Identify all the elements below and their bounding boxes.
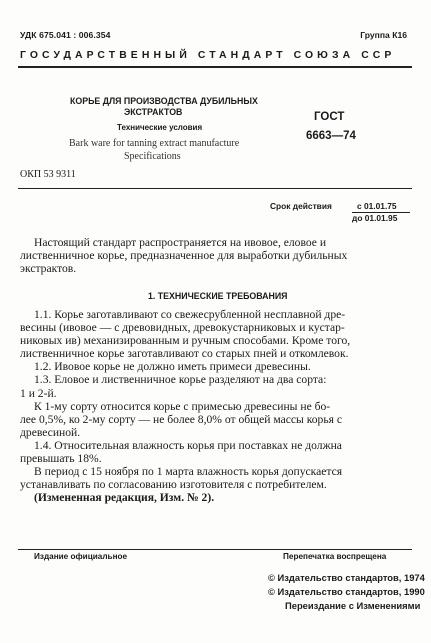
group-code: Группа К16 xyxy=(360,30,407,40)
title-en-line1: Bark ware for tanning extract manufacture xyxy=(69,138,240,149)
p14b-line-1: В период с 15 ноября по 1 марта влажность корья допускается xyxy=(34,465,343,479)
copyright-1974: © Издательство стандартов, 1974 xyxy=(268,572,425,583)
intro-line-3: экстрактов. xyxy=(20,262,77,276)
title-en-line2: Specifications xyxy=(124,151,181,162)
reprint-prohibited: Перепечатка воспрещена xyxy=(283,552,387,561)
section-body xyxy=(20,308,410,504)
amendment-note: (Измененная редакция, Изм. № 2). xyxy=(34,491,215,505)
title-ru-subtitle: Технические условия xyxy=(117,123,203,132)
p11-line-3: никовых ив) механизированным и ручным способами. Кроме того, xyxy=(20,334,351,348)
validity-from: с 01.01.75 xyxy=(357,201,397,211)
p11-line-2: весины (ивовое — с древовидных, древокустарниковых и кустар- xyxy=(20,321,345,335)
p14b-line-2: устанавливать по согласованию изготовителя с потребителем. xyxy=(20,478,327,492)
validity-label: Срок действия xyxy=(270,201,332,211)
p13-line-2: 1 и 2-й. xyxy=(20,386,57,400)
okp-code: ОКП 53 9311 xyxy=(20,169,76,180)
p12-line: 1.2. Ивовое корье не должно иметь примеси древесины. xyxy=(34,360,311,374)
validity-to: до 01.01.95 xyxy=(352,213,398,223)
section-title: 1. ТЕХНИЧЕСКИЕ ТРЕБОВАНИЯ xyxy=(148,291,288,301)
reissue-note: Переиздание с Изменениями xyxy=(285,600,421,611)
intro-line-2: лиственничное корье, предназначенное для выработки дубильных xyxy=(20,249,348,263)
gost-label: ГОСТ xyxy=(314,111,345,123)
copyright-1990: © Издательство стандартов, 1990 xyxy=(268,586,425,597)
p11-line-4: лиственничное корье заготавливают со старых пней и откомлевок. xyxy=(20,347,349,361)
title-ru-line1: КОРЬЕ ДЛЯ ПРОИЗВОДСТВА ДУБИЛЬНЫХ xyxy=(70,96,258,106)
header-rule xyxy=(18,66,412,68)
standard-banner: ГОСУДАРСТВЕННЫЙ СТАНДАРТ СОЮЗА ССР xyxy=(20,50,396,61)
title-rule xyxy=(18,188,412,189)
gost-number: 6663—74 xyxy=(306,130,356,142)
intro-paragraph xyxy=(20,236,408,276)
footer-rule xyxy=(18,549,412,550)
official-edition: Издание официальное xyxy=(34,552,128,561)
p13b-line-1: К 1-му сорту относится корье с примесью древесины не бо- xyxy=(34,399,331,413)
p11-line-1: 1.1. Корье заготавливают со свежесрубленной несплавной дре- xyxy=(34,308,346,321)
p14-line-1: 1.4. Относительная влажность корья при поставках не должна xyxy=(34,438,342,452)
p13-line-1: 1.3. Еловое и лиственничное корье разделяют на два сорта: xyxy=(34,373,327,387)
p14-line-2: превышать 18%. xyxy=(20,452,102,466)
udk-code: УДК 675.041 : 006.354 xyxy=(20,30,111,40)
p13b-line-2: лее 0,5%, ко 2-му сорту — не более 8,0% от общей массы корья с xyxy=(20,412,343,426)
title-ru-line2: ЭКСТРАКТОВ xyxy=(124,107,183,117)
intro-line-1: Настоящий стандарт распространяется на ивовое, еловое и xyxy=(34,236,327,249)
p13b-line-3: древесиной. xyxy=(20,425,81,439)
